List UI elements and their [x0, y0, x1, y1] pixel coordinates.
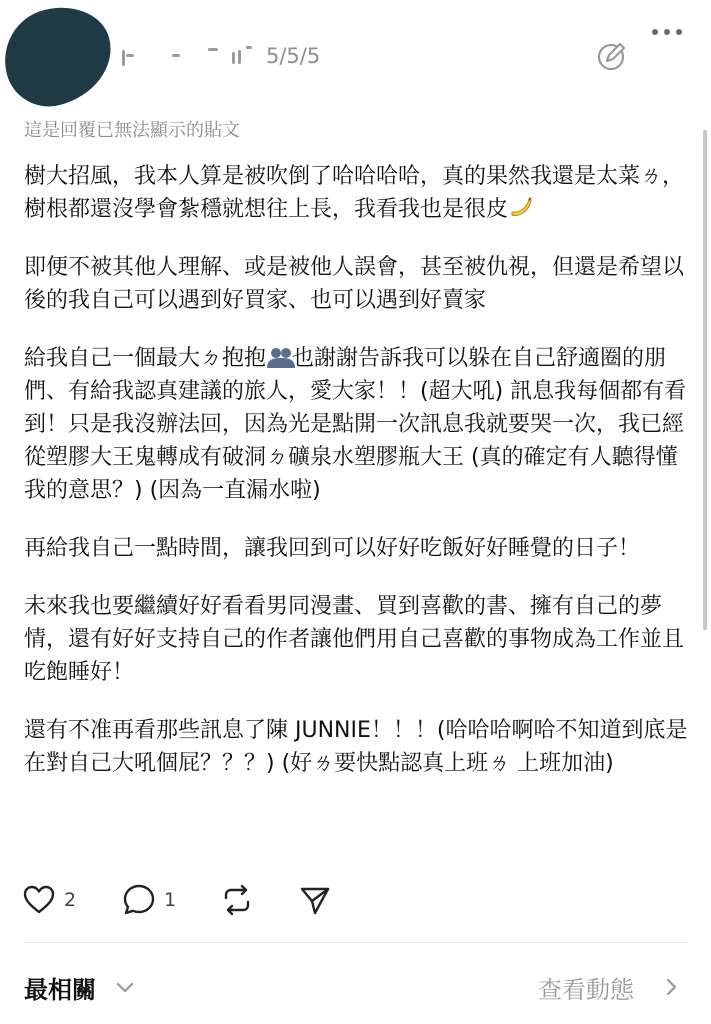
post-header: [0, 0, 711, 110]
chevron-down-icon[interactable]: [114, 976, 136, 998]
comment-icon: [122, 883, 156, 917]
avatar[interactable]: [0, 0, 122, 116]
post-paragraph-6: 還有不准再看那些訊息了陳 JUNNIE！！！(哈哈哈啊哈不知道到底是在對自己大吼個屁？？？) (好ㄌ要快點認真上班ㄌ 上班加油): [24, 718, 688, 776]
post-paragraph-5: 未來我也要繼續好好看看男同漫畫、買到喜歡的書、擁有自己的夢情，還有好好支持自己的作者讓他們用自己喜歡的事物成為工作並且吃飽睡好！: [24, 594, 685, 685]
share-button[interactable]: [298, 880, 332, 920]
post-body: [24, 160, 688, 805]
reply-unavailable-note: 這是回覆已無法顯示的貼文: [24, 120, 240, 141]
heart-icon: [22, 883, 56, 917]
paragraph-1-text: 樹大招風，我本人算是被吹倒了哈哈哈哈，真的果然我還是太菜ㄌ，樹根都還沒學會紮穩就想往上長，我看我也是很皮: [24, 164, 685, 222]
paragraph-3-text-end: 也謝謝告訴我可以躲在自己舒適圈的朋們、有給我認真建議的旅人，愛大家！！(超大吼) 訊息我每個都有看到！只是我沒辦法回，因為光是點開一次訊息我就要哭一次，我已經從塑膠大王鬼轉成有破洞ㄉ礦泉水塑膠瓶大王 (真的確定有人聽得懂我的意思？) (因為一直漏水啦): [24, 346, 687, 503]
post-actions: [22, 880, 422, 920]
repost-icon: [220, 883, 254, 917]
send-icon: [298, 883, 332, 917]
post-paragraph-1: [24, 160, 688, 226]
sort-dropdown-label[interactable]: 最相關: [24, 976, 96, 1004]
reply-button[interactable]: [122, 880, 176, 920]
username-redacted[interactable]: [120, 44, 260, 70]
post-paragraph-4: 再給我自己一點時間，讓我回到可以好好吃飯好好睡覺的日子！: [24, 536, 641, 561]
edit-icon[interactable]: [596, 40, 628, 72]
people-hugging-emoji: [266, 345, 292, 367]
divider: [24, 942, 688, 943]
scrollbar[interactable]: [703, 130, 707, 630]
replies-header: [0, 960, 711, 1016]
chevron-right-icon[interactable]: [660, 976, 682, 998]
post-date: 5/5/5: [266, 44, 321, 68]
post-paragraph-2: 即便不被其他人理解、或是被他人誤會，甚至被仇視，但還是希望以後的我自己可以遇到好買家、也可以遇到好賣家: [24, 255, 685, 313]
reply-count: 1: [164, 889, 177, 911]
view-activity-link[interactable]: 查看動態: [538, 976, 634, 1004]
like-count: 2: [64, 889, 77, 911]
paragraph-3-text-start: 給我自己一個最大ㄉ抱抱: [24, 346, 267, 371]
like-button[interactable]: [22, 880, 76, 920]
banana-emoji: [508, 196, 534, 218]
more-options-icon[interactable]: [652, 26, 682, 38]
post-paragraph-3: [24, 342, 688, 507]
repost-button[interactable]: [220, 880, 254, 920]
